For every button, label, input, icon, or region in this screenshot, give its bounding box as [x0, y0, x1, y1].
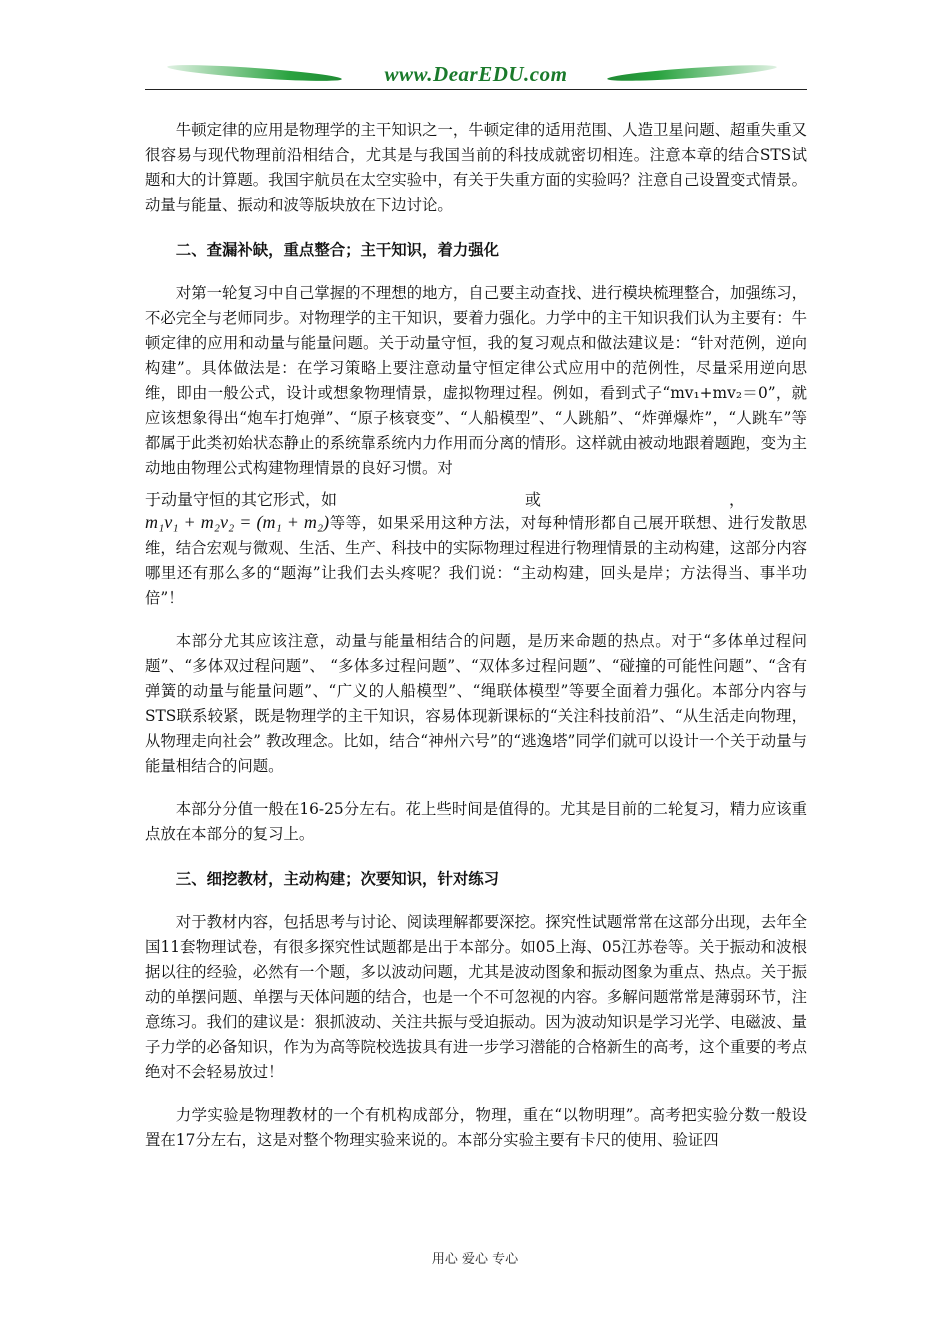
section-heading-3: 三、细挖教材，主动构建；次要知识，针对练习: [175, 870, 500, 888]
formula-or-text: 或: [524, 490, 541, 509]
momentum-formula: m₁v₁ + m₂v₂ = (m₁ + m₂): [145, 512, 330, 532]
formula-lead-line: [145, 487, 745, 510]
formula-lead-text: 于动量守恒的其它形式，如: [145, 490, 338, 509]
paragraph-formula-continuation: [145, 510, 807, 611]
paragraph-intro: 牛顿定律的应用是物理学的主干知识之一，牛顿定律的适用范围、人造卫星问题、超重失重又很容易与现代物理前沿相结合，尤其是与我国当前的科技成就密切相连。注意本章的结合STS试题和大的计算题。我国宇航员在太空实验中，有关于失重方面的实验吗？注意自己设置变式情景。动量与能量、振动和波等版块放在下边讨论。: [145, 121, 807, 214]
section-heading-2: 二、查漏补缺，重点整合；主干知识，着力强化: [175, 241, 500, 259]
formula-continuation-text: 等等，如果采用这种方法，对每种情形都自己展开联想、进行发散思维，结合宏观与微观、生活、生产、科技中的实际物理过程进行物理情景的主动构建，这部分内容哪里还有那么多的“题海”让我们去头疼呢？我们说：“主动构建，回头是岸；方法得当、事半功倍”！: [145, 514, 807, 607]
paragraph-experiment: 力学实验是物理教材的一个有机构成部分，物理，重在“以物明理”。高考把实验分数一般设置在17分左右，这是对整个物理实验来说的。本部分实验主要有卡尺的使用、验证四: [145, 1106, 807, 1149]
paragraph-textbook: 对于教材内容，包括思考与讨论、阅读理解都要深挖。探究性试题常常在这部分出现，去年全国11套物理试卷，有很多探究性试题都是出于本部分。如05上海、05江苏卷等。关于振动和波根据以往的经验，必然有一个题，多以波动问题，尤其是波动图象和振动图象为重点、热点。关于振动的单摆问题、单摆与天体问题的结合，也是一个不可忽视的内容。多解问题常常是薄弱环节，注意练习。我们的建议是：狠抓波动、关注共振与受迫振动。因为波动知识是学习光学、电磁波、量子力学的必备知识，作为为高等院校选拔具有进一步学习潜能的合格新生的高考，这个重要的考点绝对不会轻易放过！: [145, 913, 807, 1081]
paragraph-energy: 本部分尤其应该注意，动量与能量相结合的问题，是历来命题的热点。对于“多体单过程问题”、“多体双过程问题”、 “多体多过程问题”、“双体多过程问题”、“碰撞的可能性问题”、“含有弹簧的动量与能量问题”、“广义的人船模型”、“绳联体模型”等要全面着力强化。本部分内容与STS联系较紧，既是物理学的主干知识，容易体现新课标的“关注科技前沿”、“从生活走向物理，从物理走向社会” 教改理念。比如，结合“神州六号”的“逃逸塔”同学们就可以设计一个关于动量与能量相结合的问题。: [145, 632, 807, 775]
page-footer: 用心 爱心 专心: [431, 1252, 519, 1267]
page-header: [145, 58, 807, 92]
formula-comma-text: ，: [728, 490, 745, 509]
paragraph-score: 本部分分值一般在16-25分左右。花上些时间是值得的。尤其是目前的二轮复习，精力应该重点放在本部分的复习上。: [145, 800, 807, 843]
brand-logo: www.DearEDU.com: [384, 62, 568, 86]
header-rule: [145, 89, 807, 90]
document-body: [145, 118, 807, 1153]
paragraph-momentum: 对第一轮复习中自己掌握的不理想的地方，自己要主动查找、进行模块梳理整合，加强练习，不必完全与老师同步。对物理学的主干知识，要着力强化。力学中的主干知识我们认为主要有：牛顿定律的应用和动量与能量问题。关于动量守恒，我的复习观点和做法建议是：“针对范例，逆向构建”。具体做法是：在学习策略上要注意动量守恒定律公式应用中的范例性，尽量采用逆向思维，即由一般公式，设计或想象物理情景，虚拟物理过程。例如，看到式子“mv₁+mv₂＝0”，就应该想象得出“炮车打炮弹”、“原子核衰变”、“人船模型”、“人跳船”、“炸弹爆炸”，“人跳车”等都属于此类初始状态静止的系统靠系统内力作用而分离的情形。这样就由被动地跟着题跑，变为主动地由物理公式构建物理情景的良好习惯。对: [145, 284, 807, 477]
